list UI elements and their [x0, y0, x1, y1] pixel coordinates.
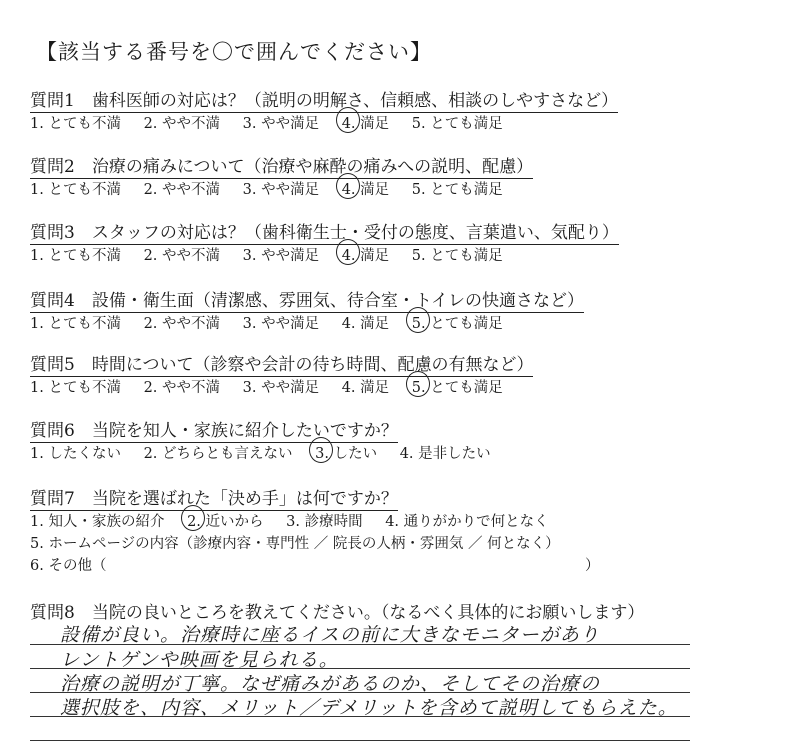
option[interactable]: 3. やや満足 — [242, 248, 320, 264]
question-7-option-6[interactable]: 6. その他（ ） — [30, 558, 600, 574]
question-5: 質問5 時間について（診察や会計の待ち時間、配慮の有無など） — [30, 355, 534, 375]
question-2-options[interactable] — [30, 178, 521, 199]
option[interactable]: 3. やや満足 — [242, 316, 320, 332]
option-selected[interactable]: 4. 満足 — [342, 112, 389, 133]
question-6: 質問6 当院を知人・家族に紹介したいですか？ — [30, 421, 398, 441]
option[interactable]: 2. どちらとも言えない — [143, 446, 293, 462]
question-7-option-5[interactable]: 5. ホームページの内容（診療内容・専門性 ／ 院長の人柄・雰囲気 ／ 何となく） — [30, 536, 560, 552]
question-7-options[interactable] — [30, 510, 567, 531]
option[interactable]: 1. 知人・家族の紹介 — [30, 514, 165, 530]
question-7: 質問7 当院を選ばれた「決め手」は何ですか？ — [30, 489, 398, 509]
option-selected[interactable]: 4. 満足 — [342, 244, 389, 265]
option-selected[interactable]: 3. したい — [315, 442, 377, 463]
option[interactable]: 2. やや不満 — [143, 116, 221, 132]
question-3-options[interactable] — [30, 244, 521, 265]
option[interactable]: 4. 満足 — [341, 316, 390, 332]
answer-line — [30, 740, 690, 741]
option-selected[interactable]: 2. 近いから — [187, 510, 263, 531]
option[interactable]: 2. やや不満 — [143, 248, 221, 264]
option[interactable]: 1. したくない — [30, 446, 121, 462]
question-3: 質問3 スタッフの対応は？（歯科衛生士・受付の態度、言葉遣い、気配り） — [30, 223, 619, 243]
handwritten-answer-line-4: 選択肢を、内容、メリット／デメリットを含めて説明してもらえた。 — [60, 697, 678, 719]
question-2: 質問2 治療の痛みについて（治療や麻酔の痛みへの説明、配慮） — [30, 157, 534, 177]
option[interactable]: 1. とても不満 — [30, 380, 121, 396]
option[interactable]: 4. 是非したい — [399, 446, 491, 462]
question-5-options[interactable] — [30, 376, 521, 397]
option[interactable]: 2. やや不満 — [143, 182, 221, 198]
option[interactable]: 5. とても満足 — [411, 116, 503, 132]
option-selected[interactable]: 4. 満足 — [342, 178, 389, 199]
option[interactable]: 5. とても満足 — [411, 182, 503, 198]
option[interactable]: 1. とても不満 — [30, 316, 121, 332]
option[interactable]: 1. とても不満 — [30, 248, 121, 264]
handwritten-answer-line-2: レントゲンや映画を見られる。 — [60, 649, 339, 671]
option[interactable]: 2. やや不満 — [143, 380, 221, 396]
option[interactable]: 3. やや満足 — [242, 116, 320, 132]
handwritten-answer-line-1: 設備が良い。治療時に座るイスの前に大きなモニターがあり — [60, 624, 600, 646]
option[interactable]: 3. 診療時間 — [286, 514, 363, 530]
question-8: 質問8 当院の良いところを教えてください。（なるべく具体的にお願いします） — [30, 603, 645, 623]
question-1-options[interactable] — [30, 112, 521, 133]
question-4-options[interactable] — [30, 312, 521, 333]
option[interactable]: 2. やや不満 — [143, 316, 221, 332]
option[interactable]: 3. やや満足 — [242, 380, 320, 396]
option[interactable]: 1. とても不満 — [30, 182, 121, 198]
handwritten-answer-line-3: 治療の説明が丁寧。なぜ痛みがあるのか、そしてその治療の — [60, 673, 601, 695]
question-6-options[interactable] — [30, 442, 509, 463]
option[interactable]: 4. 満足 — [341, 380, 390, 396]
question-4: 質問4 設備・衛生面（清潔感、雰囲気、待合室・トイレの快適さなど） — [30, 291, 584, 311]
option[interactable]: 3. やや満足 — [242, 182, 320, 198]
option-selected[interactable]: 5. とても満足 — [412, 376, 503, 397]
option[interactable]: 4. 通りがかりで何となく — [385, 514, 549, 530]
option[interactable]: 1. とても不満 — [30, 116, 121, 132]
option[interactable]: 5. とても満足 — [411, 248, 503, 264]
page-title: 【該当する番号を〇で囲んでください】 — [36, 40, 432, 64]
option-selected[interactable]: 5. とても満足 — [412, 312, 503, 333]
question-1: 質問1 歯科医師の対応は？（説明の明解さ、信頼感、相談のしやすさなど） — [30, 91, 619, 111]
